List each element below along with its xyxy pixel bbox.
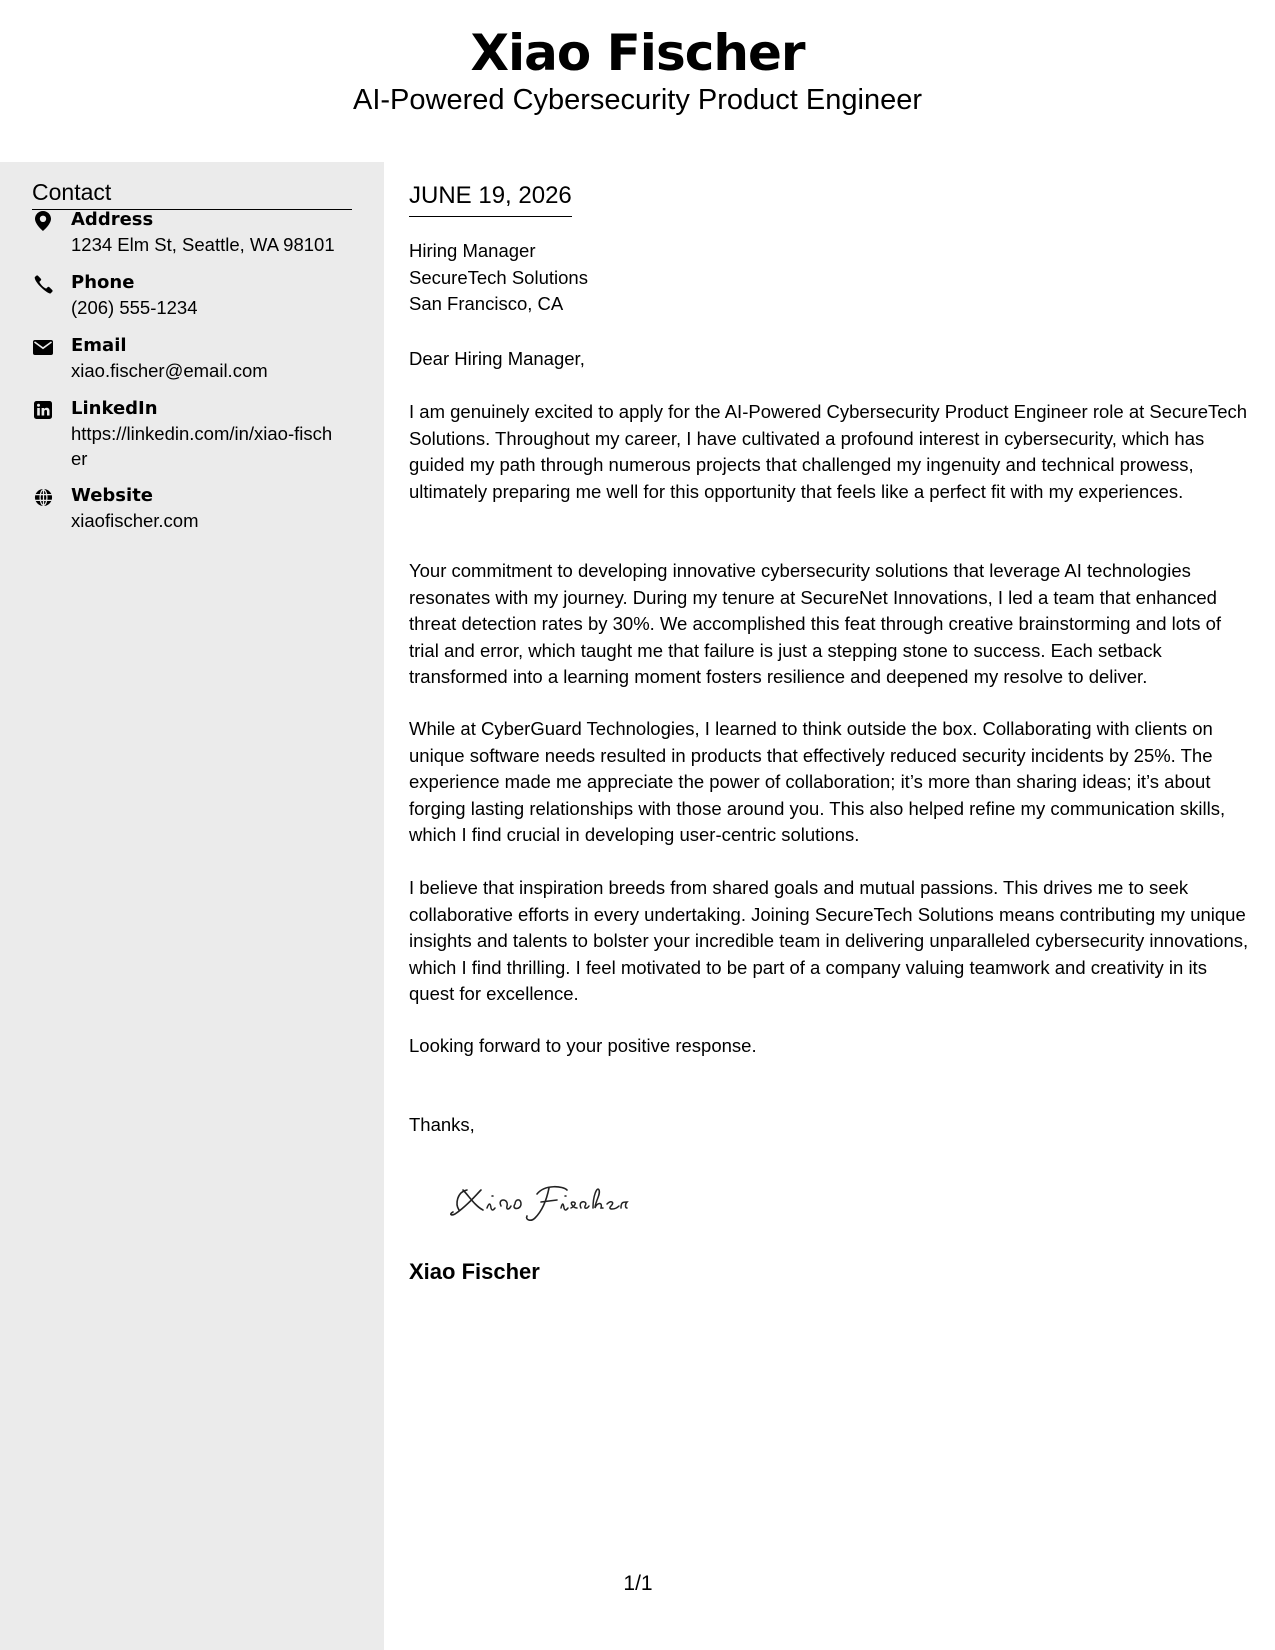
sign-off: Thanks, [409,1114,475,1135]
recipient-line: Hiring Manager [409,240,536,261]
contact-heading: Contact [32,177,352,210]
envelope-icon [32,336,54,358]
contact-label: LinkedIn [71,398,158,419]
recipient-line: SecureTech Solutions [409,266,588,288]
letter-header [0,0,1275,162]
contact-label: Email [71,335,127,356]
signer-name: Xiao Fischer [409,1259,540,1284]
salutation: Dear Hiring Manager, [409,348,585,369]
linkedin-icon [32,399,54,421]
body-paragraph: While at CyberGuard Technologies, I learned to think outside the box. Collaborating with clients on unique software needs resulted in products that effectively reduced security incidents by 25%. The experience made me appreciate the power of collaboration; it’s more than sharing ideas; it’s about forging lasting relationships with those around you. This also helped refine my communication skills, which I find crucial in developing user-centric solutions. [409,718,1226,845]
contact-label: Address [71,209,154,230]
phone-icon [32,273,54,295]
handwritten-signature [445,1174,645,1226]
letter-date: JUNE 19, 2026 [409,180,572,217]
contact-value: xiaofischer.com [71,510,199,531]
closing-line: Looking forward to your positive response. [409,1035,757,1056]
contact-label: Phone [71,272,135,293]
contact-value: https://linkedin.com/in/xiao-fischer [71,423,333,469]
contact-value: xiao.fischer@email.com [71,360,268,381]
applicant-title: AI-Powered Cybersecurity Product Engineer [353,84,922,116]
body-paragraph: I believe that inspiration breeds from shared goals and mutual passions. This drives me to seek collaborative efforts in every undertaking. Joining SecureTech Solutions means contributing my unique insights and talents to bolster your incredible team in delivering unparalleled cybersecurity innovations, which I find thrilling. I feel motivated to be part of a company valuing teamwork and creativity in its quest for excellence. [409,877,1249,1004]
recipient-line: San Francisco, CA [409,293,564,314]
page-number: 1/1 [623,1572,653,1595]
contact-sidebar [0,162,384,1650]
applicant-name: Xiao Fischer [470,24,805,82]
contact-value: 1234 Elm St, Seattle, WA 98101 [71,234,335,255]
globe-icon [32,486,54,508]
body-paragraph: Your commitment to developing innovative cybersecurity solutions that leverage AI technologies resonates with my journey. During my tenure at SecureNet Innovations, I led a team that enhanced threat detection rates by 30%. We accomplished this feat through creative brainstorming and lots of trial and error, which taught me that failure is just a stepping stone to success. Each setback transformed into a learning moment fosters resilience and deepened my resolve to deliver. [409,560,1222,687]
map-pin-icon [32,210,54,232]
recipient-block [409,238,588,318]
contact-value: (206) 555-1234 [71,297,198,318]
body-paragraph: I am genuinely excited to apply for the AI-Powered Cybersecurity Product Engineer role at SecureTech Solutions. Throughout my career, I have cultivated a profound interest in cybersecurity, which has guided my path through numerous projects that challenged my ingenuity and technical prowess, ultimately preparing me well for this opportunity that feels like a perfect fit with my experiences. [409,401,1248,502]
contact-label: Website [71,485,154,506]
